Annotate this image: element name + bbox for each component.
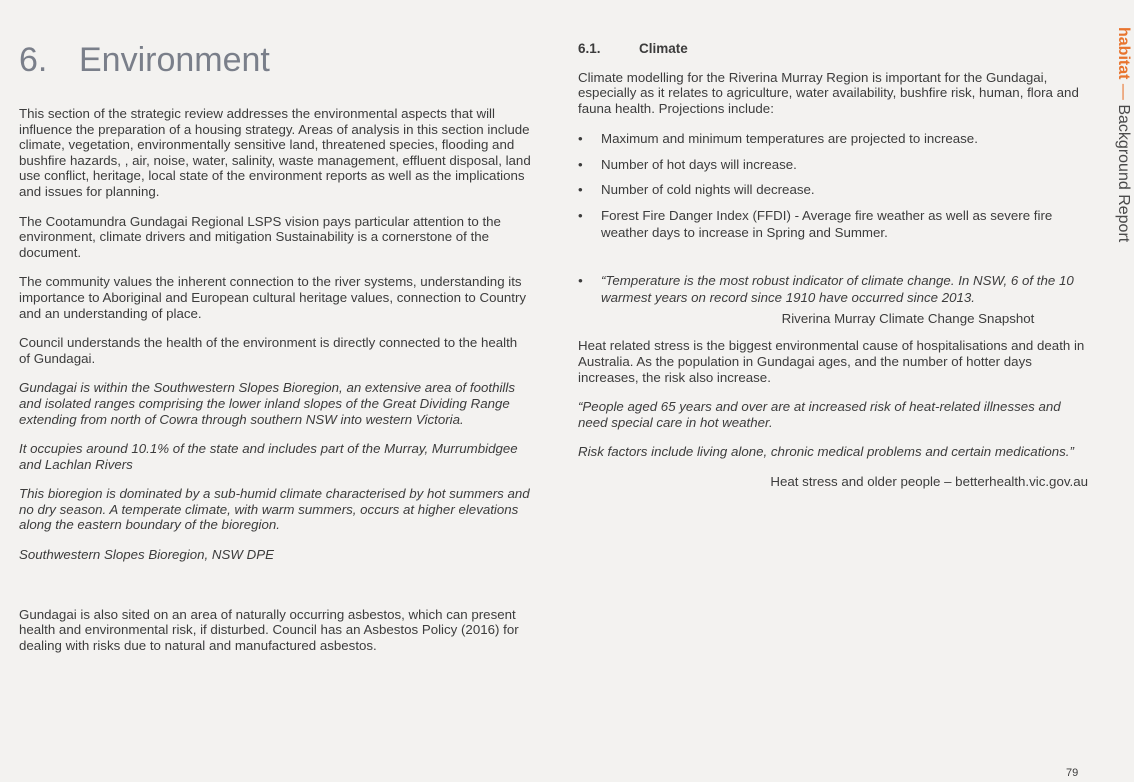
page-number: 79 — [1066, 767, 1079, 779]
heat-stress-paragraph: Heat related stress is the biggest environmental cause of hospitalisations and death in Australia. As the population in Gundagai ages, and the number of hotter days increases, the risk also increase. — [578, 338, 1085, 385]
bioregion-source: Southwestern Slopes Bioregion, NSW DPE — [19, 547, 274, 563]
projection-list — [578, 130, 1088, 242]
subsection-number: 6.1. — [578, 41, 601, 56]
brand-dash: — — [1115, 83, 1132, 100]
heat-quote-2: Risk factors include living alone, chronic medical problems and certain medications.” — [578, 444, 1074, 460]
intro-paragraph: This section of the strategic review addresses the environmental aspects that will influence the preparation of a housing strategy. Areas of analysis in this section include climate, vegetation, environmentally sensitive land, threatened species, flooding and bushfire hazards, , air, noise, water, salinity, waste management, effluent disposal, land use conflict, heritage, local state of the environment reports as well as the implications and issues for planning. — [19, 106, 531, 199]
heat-source: Heat stress and older people – betterhealth.vic.gov.au — [770, 474, 1088, 490]
community-paragraph: The community values the inherent connection to the river systems, understanding its importance to Aboriginal and European cultural heritage values, connection to Country and an understanding of place. — [19, 274, 527, 321]
council-paragraph: Council understands the health of the environment is directly connected to the health of Gundagai. — [19, 335, 518, 366]
brand-name: habitat — [1115, 27, 1132, 80]
list-item: • Maximum and minimum temperatures are projected to increase. — [578, 130, 1088, 148]
bioregion-quote-1: Gundagai is within the Southwestern Slopes Bioregion, an extensive area of foothills and isolated ranges comprising the lower inland slopes of the Great Dividing Range extending from north of Cowra through southern NSW into western Victoria. — [19, 380, 515, 427]
list-item: • Forest Fire Danger Index (FFDI) - Average fire weather as well as severe fire weather days to increase in Spring and Summer. — [578, 207, 1088, 242]
bioregion-quote-2: It occupies around 10.1% of the state and includes part of the Murray, Murrumbidgee and Lachlan Rivers — [19, 441, 518, 472]
lsps-paragraph: The Cootamundra Gundagai Regional LSPS vision pays particular attention to the environment, climate drivers and mitigation Sustainability is a cornerstone of the document. — [19, 213, 501, 260]
temperature-quote: • “Temperature is the most robust indicator of climate change. In NSW, 6 of the 10 warmest years on record since 1910 have occurred since 2013. — [578, 272, 1088, 307]
climate-subheading — [578, 41, 1088, 57]
list-item: • Number of hot days will increase. — [578, 156, 1088, 174]
section-title: Environment — [79, 41, 270, 79]
quote-source: Riverina Murray Climate Change Snapshot — [781, 310, 1035, 326]
section-number: 6. — [19, 41, 48, 79]
heat-quote-1: “People aged 65 years and over are at increased risk of heat-related illnesses and need special care in hot weather. — [578, 399, 1061, 430]
quote-list — [578, 272, 1088, 307]
subsection-title: Climate — [639, 41, 688, 56]
section-heading — [19, 38, 270, 82]
climate-intro: Climate modelling for the Riverina Murray Region is important for the Gundagai, especially as it relates to agriculture, water availability, bushfire risk, human, flora and fauna health. Projections include: — [578, 69, 1079, 116]
left-column — [19, 106, 531, 667]
bioregion-quote-3: This bioregion is dominated by a sub-humid climate characterised by hot summers and no dry season. A temperate climate, with warm summers, occurs at higher elevations along the eastern boundary of the bioregion. — [19, 486, 530, 533]
right-column — [578, 41, 1088, 490]
report-label: Background Report — [1115, 104, 1132, 243]
list-item: • Number of cold nights will decrease. — [578, 181, 1088, 199]
side-label — [1113, 27, 1133, 242]
asbestos-paragraph: Gundagai is also sited on an area of naturally occurring asbestos, which can present health and environmental risk, if disturbed. Council has an Asbestos Policy (2016) for dealing with risks due to natural and manufactured asbestos. — [19, 606, 519, 653]
